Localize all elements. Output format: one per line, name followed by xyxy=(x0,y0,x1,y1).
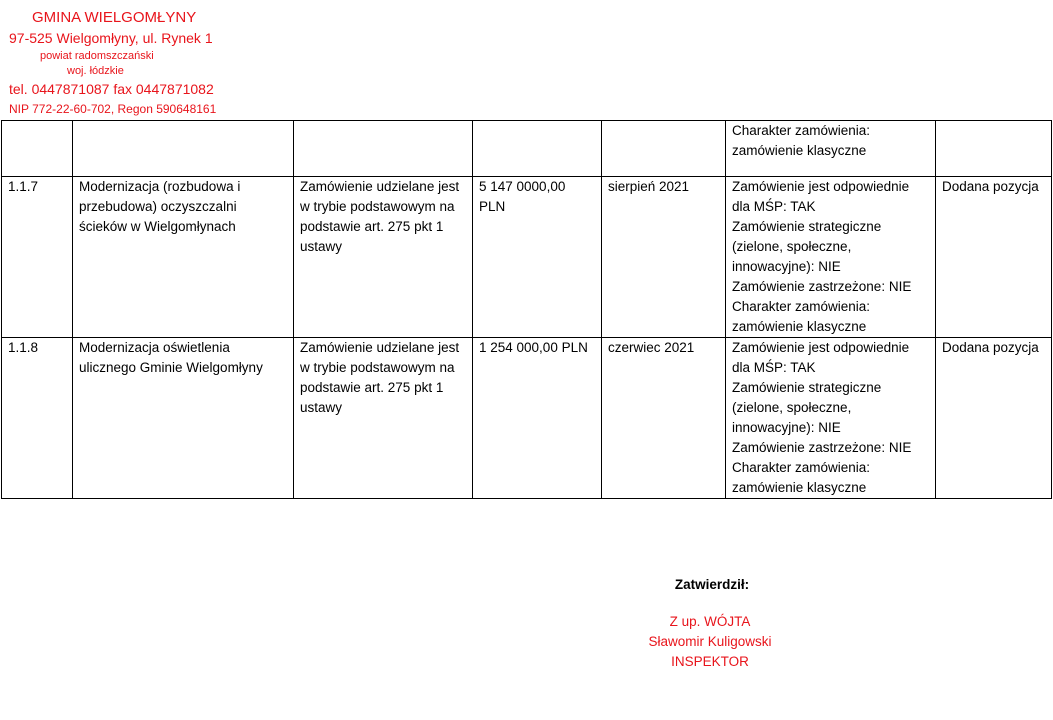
institution-address: 97-525 Wielgomłyny, ul. Rynek 1 xyxy=(9,30,213,46)
cell-info xyxy=(726,338,936,499)
cell-info xyxy=(726,121,936,177)
info-line: Zamówienie strategiczne (zielone, społeczne, innowacyjne): NIE xyxy=(732,380,882,435)
table-row xyxy=(2,338,1052,499)
institution-nip: NIP 772-22-60-702, Regon 590648161 xyxy=(9,102,217,116)
approval-position: INSPEKTOR xyxy=(671,654,749,669)
info-line: Charakter zamówienia: zamówienie klasyczne xyxy=(732,299,871,334)
approval-authority: Z up. WÓJTA xyxy=(669,614,751,629)
info-line: Zamówienie jest odpowiednie dla MŚP: TAK xyxy=(732,340,910,375)
info-line: Charakter zamówienia: xyxy=(732,123,871,138)
cell-remarks: Dodana pozycja xyxy=(936,338,1052,499)
cell-procedure: Zamówienie udzielane jest w trybie podstawowym na podstawie art. 275 pkt 1 ustawy xyxy=(294,177,473,338)
cell-date: czerwiec 2021 xyxy=(602,338,726,499)
cell-subject xyxy=(73,121,294,177)
info-line: zamówienie klasyczne xyxy=(732,143,867,158)
approval-label: Zatwierdził: xyxy=(674,577,750,592)
info-line: Charakter zamówienia: zamówienie klasyczne xyxy=(732,460,871,495)
institution-voivodeship: woj. łódzkie xyxy=(67,65,124,77)
approval-signatory: Sławomir Kuligowski xyxy=(648,634,772,649)
cell-remarks: Dodana pozycja xyxy=(936,177,1052,338)
cell-lp: 1.1.8 xyxy=(2,338,73,499)
info-line: Zamówienie jest odpowiednie dla MŚP: TAK xyxy=(732,179,910,214)
letterhead xyxy=(0,0,300,120)
procurement-table xyxy=(1,120,1052,499)
table-row xyxy=(2,121,1052,177)
cell-value: 1 254 000,00 PLN xyxy=(473,338,602,499)
approval-block xyxy=(600,577,820,672)
cell-value xyxy=(473,121,602,177)
institution-name: GMINA WIELGOMŁYNY xyxy=(32,9,197,26)
cell-subject: Modernizacja oświetlenia ulicznego Gminie Wielgomłyny xyxy=(73,338,294,499)
cell-lp: 1.1.7 xyxy=(2,177,73,338)
cell-info xyxy=(726,177,936,338)
cell-procedure: Zamówienie udzielane jest w trybie podstawowym na podstawie art. 275 pkt 1 ustawy xyxy=(294,338,473,499)
cell-value: 5 147 0000,00 PLN xyxy=(473,177,602,338)
institution-phone: tel. 0447871087 fax 0447871082 xyxy=(9,81,214,97)
cell-procedure xyxy=(294,121,473,177)
info-line: Zamówienie strategiczne (zielone, społeczne, innowacyjne): NIE xyxy=(732,219,882,274)
info-line: Zamówienie zastrzeżone: NIE xyxy=(732,279,912,294)
cell-date: sierpień 2021 xyxy=(602,177,726,338)
institution-powiat: powiat radomszczański xyxy=(40,50,154,62)
cell-remarks xyxy=(936,121,1052,177)
info-line: Zamówienie zastrzeżone: NIE xyxy=(732,440,912,455)
cell-subject: Modernizacja (rozbudowa i przebudowa) oczyszczalni ścieków w Wielgomłynach xyxy=(73,177,294,338)
table-row xyxy=(2,177,1052,338)
cell-date xyxy=(602,121,726,177)
cell-lp xyxy=(2,121,73,177)
